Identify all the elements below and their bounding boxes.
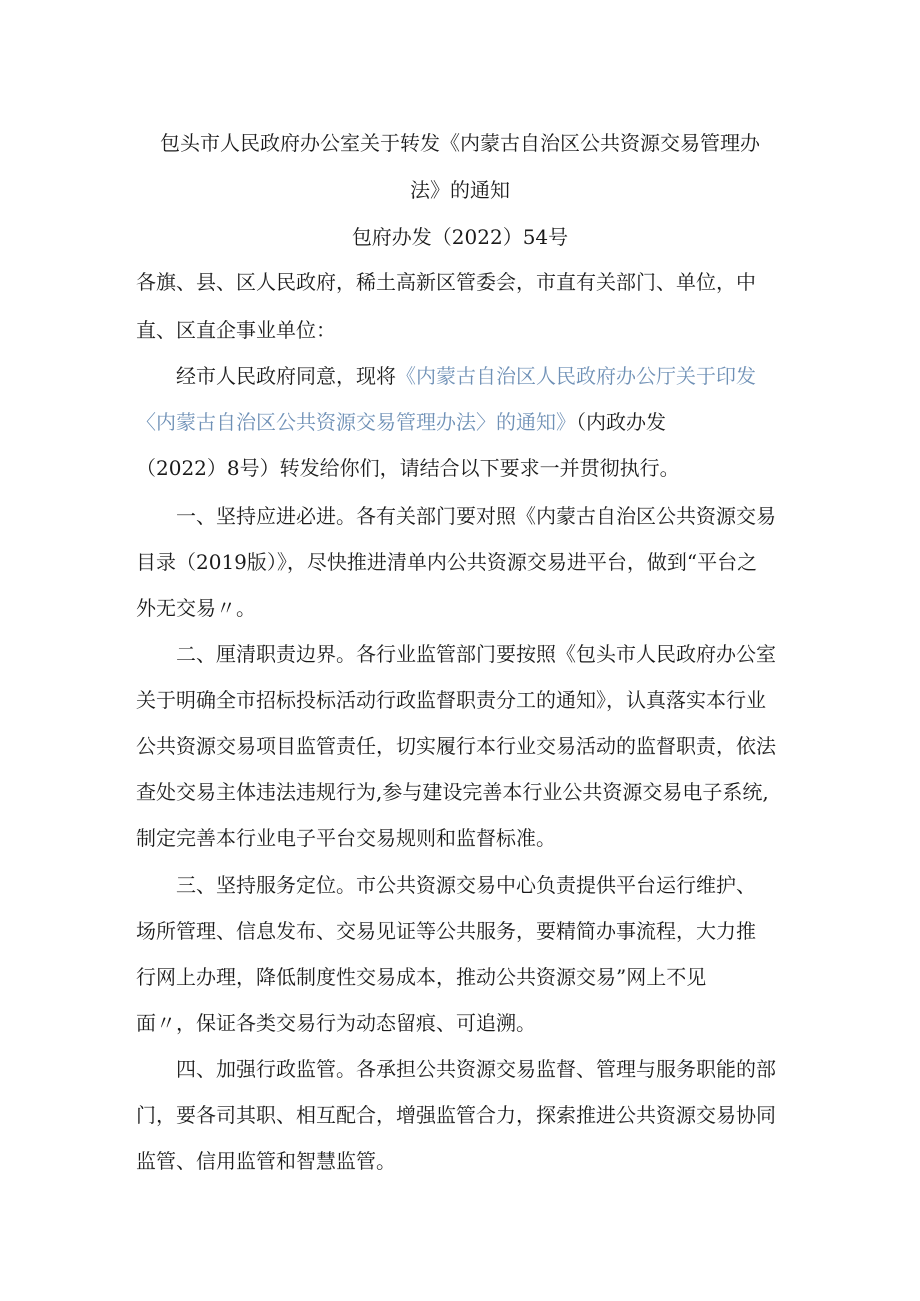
intro-suffix: （内政办发 [576,410,666,434]
section-2-line-1: 二、厘清职责边界。各行业监管部门要按照《包头市人民政府办公室 [176,642,776,666]
section-1-line-3: 外无交易〃。 [136,596,256,620]
section-3-line-4: 面〃，保证各类交易行为动态留痕、可追溯。 [136,1011,536,1035]
section-3-line-2: 场所管理、信息发布、交易见证等公共服务，要精简办事流程，大力推 [136,919,756,943]
section-2-line-4: 查处交易主体违法违规行为,参与建设完善本行业公共资源交易电子系统, [136,780,769,804]
section-2-line-2: 关于明确全市招标投标活动行政监督职责分工的通知》，认真落实本行业 [136,688,766,712]
intro-prefix: 经市人民政府同意，现将 [176,364,396,388]
section-1-line-1: 一、坚持应进必进。各有关部门要对照《内蒙古自治区公共资源交易 [176,504,776,528]
salutation-line-1: 各旗、县、区人民政府，稀土高新区管委会，市直有关部门、单位，中 [136,270,756,294]
doc-title-line-2: 法》的通知 [410,178,510,202]
doc-number: 包府办发（2022）54号 [351,225,569,249]
section-4-line-1: 四、加强行政监管。各承担公共资源交易监督、管理与服务职能的部 [176,1057,776,1081]
section-4-line-3: 监管、信用监管和智慧监管。 [136,1149,396,1173]
salutation-line-2: 直、区直企事业单位： [136,318,336,342]
intro-line-3: （2022）8号）转发给你们，请结合以下要求一并贯彻执行。 [136,456,680,480]
notice-link-continued[interactable]: 〈内蒙古自治区公共资源交易管理办法〉的通知》 [136,410,576,434]
section-2-line-5: 制定完善本行业电子平台交易规则和监督标准。 [136,826,556,850]
section-1-line-2: 目录（2019版）》，尽快推进清单内公共资源交易进平台，做到“平台之 [136,550,758,574]
section-3-line-3: 行网上办理，降低制度性交易成本，推动公共资源交易”网上不见 [136,965,707,989]
doc-title-line-1: 包头市人民政府办公室关于转发《内蒙古自治区公共资源交易管理办 [160,131,760,155]
section-2-line-3: 公共资源交易项目监管责任，切实履行本行业交易活动的监督职责，依法 [136,734,776,758]
section-4-line-2: 门，要各司其职、相互配合，增强监管合力，探索推进公共资源交易协同 [136,1103,776,1127]
intro-line-2 [136,409,666,435]
section-3-line-1: 三、坚持服务定位。市公共资源交易中心负责提供平台运行维护、 [176,873,756,897]
notice-link[interactable]: 《内蒙古自治区人民政府办公厅关于印发 [396,364,756,388]
intro-line-1 [176,363,756,389]
